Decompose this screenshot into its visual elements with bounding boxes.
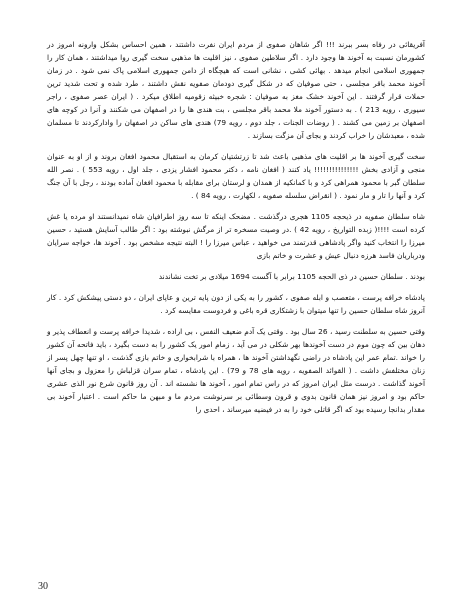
paragraph-4: بودند . سلطان حسین در ذی الحجه 1105 برابر با آگست 1694 میلادی بر تخت نشاندند xyxy=(158,272,425,281)
paragraph-2: سخت گیری آخوند ها بر اقلیت های مذهبی باعث شد تا زرتشتیان کرمان به استقبال محمود افغان بروند و از او به عنوان منجی و آزادی بخش !!!!!!!!!!!!!!! یاد کنند ( افغان نامه ، دکتر محمود افشار یزدی ، جلد اول ، رویه 553 ) . نصر الله سلطان گبر با محمود همراهی کرد و با کمانکیه از همدان و لرستان برای مقابله با محمود افغان آماده بودند ، رجل با آن جنگ کرد و آنها را تار و مار نمود . ( انقراض سلسله صفویه ، لکهارت ، رویه 84 ) . xyxy=(47,152,426,200)
paragraph-5: پادشاه خرافه پرست ، متعصب و ابله صفوی ، کشور را به یکی از دون پایه ترین و عاپای ایران ، دو دستی پیشکش کرد . کار آنروز شاه سلطان حسین را تنها میتوان با زشتکاری قره باغی و فردوست مقایسه کرد . xyxy=(47,293,425,315)
page-number: 30 xyxy=(38,581,48,592)
document-body xyxy=(47,38,425,424)
paragraph-6: وقتی حسین به سلطنت رسید ، 26 سال بود . وقتی یک آدم ضعیف النفس ، بی اراده ، شدیدا خرافه پرست و انعطاف پذیر و دهان بین که چون موم در دست آخوندها بهر شکلی در می آید ، زمام امور یک کشور را به دست بگیرد ، باید فاتحه آن کشور را خواند .تمام عمر این پادشاه در راضی نگهداشتن آخوند ها ، همراه با شرابخواری و خاتم بازی گذشت ، او تنها چهل پسر از زنان مختلفش داشت . ( القوائد الصفویه ، رویه های 78 و 79) . این پادشاه ، تمام سران قزلباش را معزول و بجای آنها آخوند گذاشت . درست مثل ایران امروز که در راس تمام امور ، آخوند ها نشسته اند . آن روز قانون شرع نور الذی عشری حاکم بود و امروز نیز همان قانون بدوی و قرون وسطائی بر سرنوشت مردم ما و مبهن ما حاکم است . اعتبار آخوند بی مقدار بدانجا رسیده بود که اگر قاتلی خود را به در فیضیه میرساند ، احدی را xyxy=(47,327,425,414)
paragraph-1: آفریقائی در رفاه بسر ببرند !!! اگر شاهان صفوی از مردم ایران نفرت داشتند ، همین احساس بشکل وارونه امروز در کشورمان نسبت به آخوند ها وجود دارد . اگر سلاطین صفوی ، نیز اقلیت ها مذهبی سخت گیری روا میداشتند ، همان کار را جمهوری اسلامی انجام میدهد . بهائی کشی ، نشانی است که هیچگاه از دامن جمهوری اسلامی پاک نمی شود . در زمان آخوند محمد باقر مجلسی ، حتی صوفیان که در شکل گیری دودمان صفویه نقش داشتند ، طرد شده و تحت شدید ترین حملات قرار گرفتند . این آخوند خشک مغز به صوفیان : شجره خبیثه زقومیه اطلاق میکرد . ( ایران عصر صفوی ، راجر سیوری ، رویه 213 ) . به دستور آخوند ملا محمد باقر مجلسی ، بت هندی ها را در اصفهان می شکنند و آنرا در کوچه های اصفهان بر زمین می کشند . ( روضات الجنات ، جلد دوم ، رویه 79) هندی های ساکن در اصفهان را وادارکردند تا مسلمان شده ، معبدشان را خراب کردند و بجای آن مزگت بسازند . xyxy=(47,40,426,140)
paragraph-3: شاه سلطان صفویه در ذیحجه 1105 هجری درگذشت . مضحک اینکه تا سه روز اطرافیان شاه نمیدانستند او مرده یا غش کرده است !!!!( زبده التواریخ ، رویه 42 ) .در وصیت مسخره تر از مرگش نبوشته بود : اگر طالب آسایش هستید ، حسین میرزا را انتخاب کنید واگر پادشاهی قدرتمند می خواهید ، عباس میرزا را ! البته نتیجه مشخص بود . آخوند ها، خواجه سرایان ودرباریان فاسد هرزه دنبال عیش و عشرت و خاتم بازی xyxy=(47,212,426,260)
